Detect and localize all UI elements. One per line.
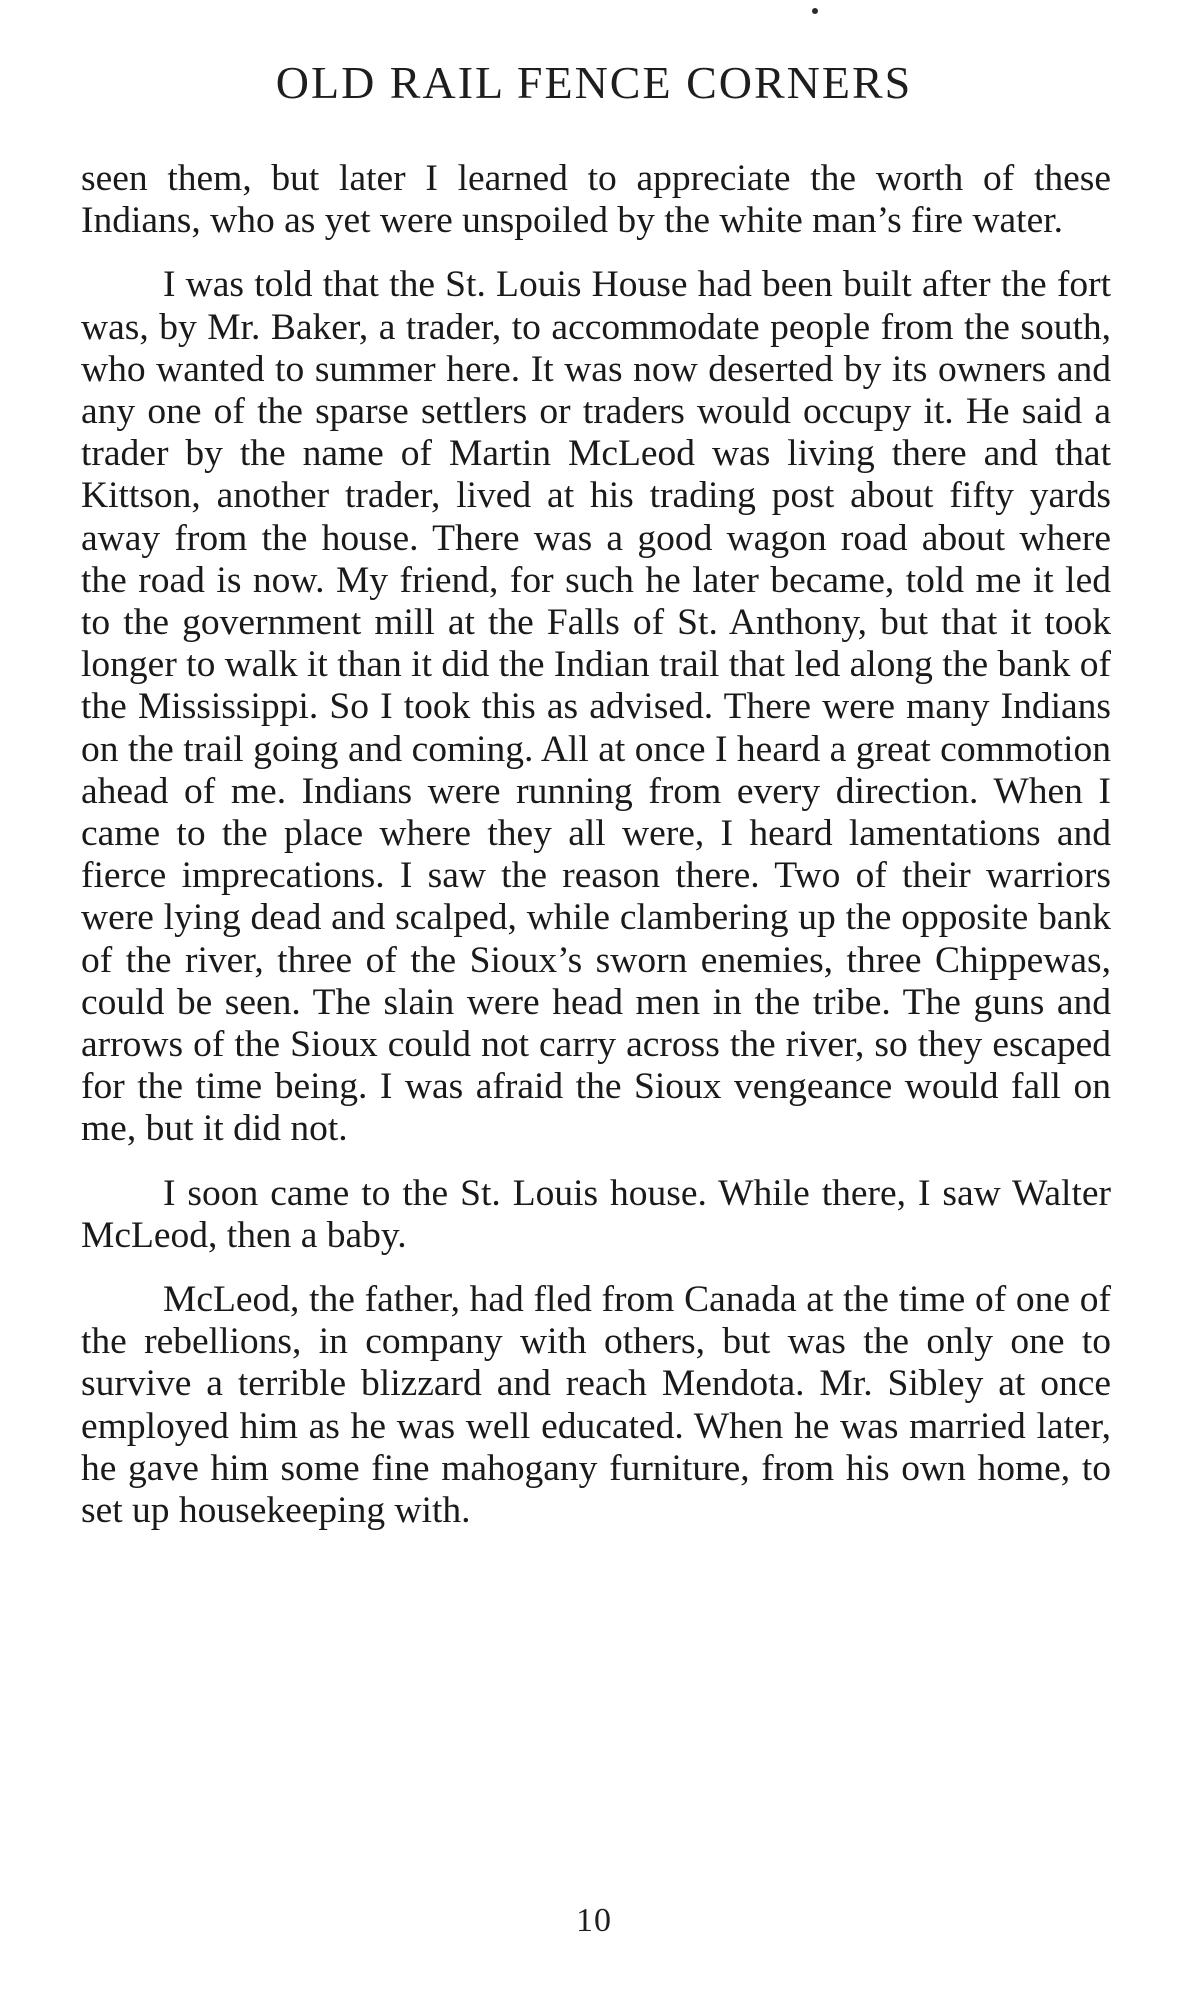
- paragraph-mcleod-father: McLeod, the father, had fled from Canada at the time of one of the rebellions, in company with others, but was the only one to survive a terrible blizzard and reach Mendota. Mr. Sibley at once employed him as he was well educated. When he was married later, he gave him some fine mahogany furniture, from his own home, to set up housekeeping with.: [81, 1279, 1111, 1532]
- page-number: 10: [576, 1902, 612, 1939]
- body-text: [81, 158, 1111, 1532]
- paragraph-continuation: seen them, but later I learned to appreciate the worth of these Indians, who as yet were unspoiled by the white man’s fire water.: [81, 158, 1111, 242]
- print-speck: [812, 8, 818, 14]
- running-head-title: OLD RAIL FENCE CORNERS: [275, 57, 913, 108]
- paragraph-st-louis-house: I was told that the St. Louis House had been built after the fort was, by Mr. Baker, a trader, to accommodate people from the south, who wanted to summer here. It was now deserted by its owners and any one of the sparse settlers or traders would occupy it. He said a trader by the name of Martin McLeod was living there and that Kittson, another trader, lived at his trading post about fifty yards away from the house. There was a good wagon road about where the road is now. My friend, for such he later became, told me it led to the government mill at the Falls of St. Anthony, but that it took longer to walk it than it did the Indian trail that led along the bank of the Mississippi. So I took this as advised. There were many Indians on the trail going and coming. All at once I heard a great commotion ahead of me. Indians were running from every direction. When I came to the place where they all were, I heard lamentations and fierce imprecations. I saw the reason there. Two of their warriors were lying dead and scalped, while clambering up the opposite bank of the river, three of the Sioux’s sworn enemies, three Chippewas, could be seen. The slain were head men in the tribe. The guns and arrows of the Sioux could not carry across the river, so they escaped for the time being. I was afraid the Sioux vengeance would fall on me, but it did not.: [81, 264, 1111, 1150]
- paragraph-walter-mcleod: I soon came to the St. Louis house. While there, I saw Walter McLeod, then a baby.: [81, 1172, 1111, 1256]
